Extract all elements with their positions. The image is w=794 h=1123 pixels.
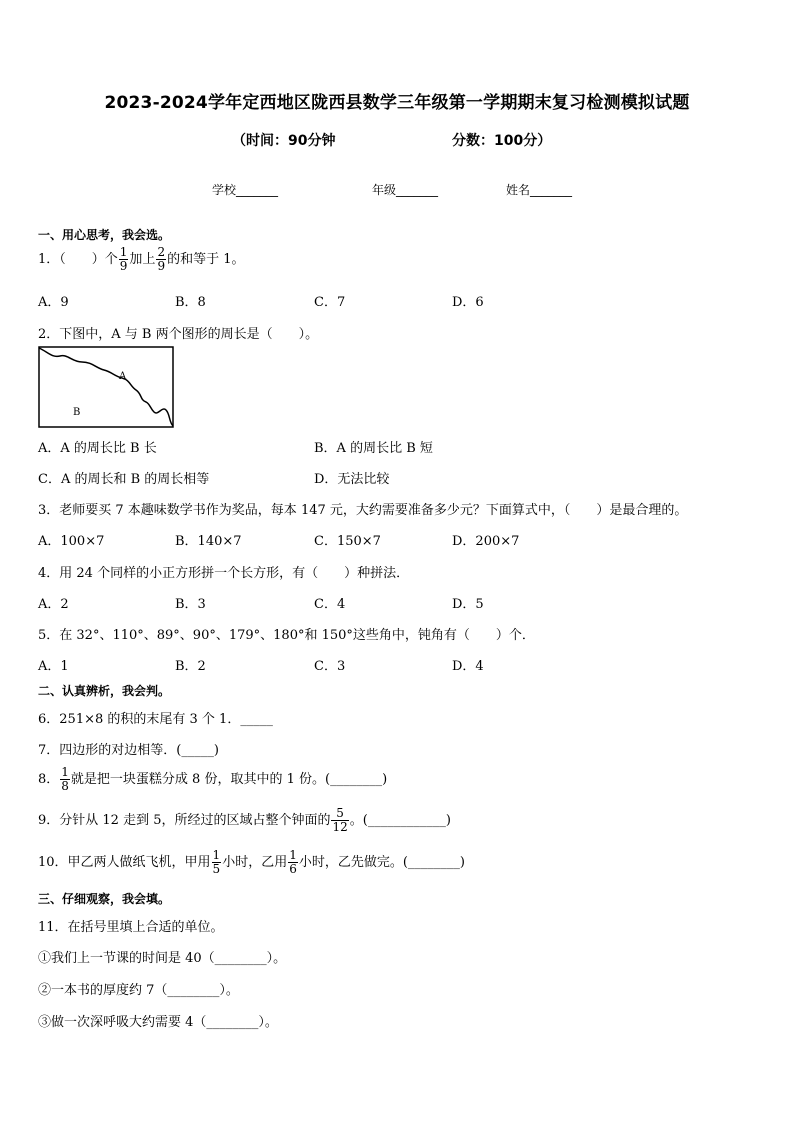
- fill-item-1[interactable]: ①我们上一节课的时间是 40（________）。: [38, 951, 287, 966]
- section-heading: 一、用心思考，我会选。: [38, 228, 171, 242]
- fraction: $\frac{1}{8}$: [61, 765, 69, 793]
- option-a[interactable]: A．9: [38, 295, 69, 310]
- page-title: 2023-2024学年定西地区陇西县数学三年级第一学期期末复习检测模拟试题: [104, 93, 690, 113]
- option-d[interactable]: D．200×7: [452, 534, 520, 549]
- option-b[interactable]: B．140×7: [175, 534, 242, 549]
- perimeter-figure: [38, 346, 174, 428]
- option-a[interactable]: A．2: [38, 597, 69, 612]
- fraction: $\frac{2}{9}$: [157, 245, 166, 273]
- option-b[interactable]: B．3: [175, 597, 206, 612]
- option-a[interactable]: A．1: [38, 659, 69, 674]
- question-5: 5．在 32°、110°、89°、90°、179°、180°和 150°这些角中，钝角有（ ）个．: [38, 628, 535, 643]
- question-8[interactable]: 8． $\frac{1}{8}$ 就是把一块蛋糕分成 8 份，取其中的 1 份。(________): [38, 765, 388, 793]
- question-1: 1．（ ）个 $\frac{1}{9}$ 加上 $\frac{2}{9}$ 的和等于 1。: [38, 245, 245, 273]
- option-a[interactable]: A．100×7: [38, 534, 105, 549]
- school-field[interactable]: 学校_______: [212, 183, 279, 197]
- question-2: 2．下图中，A 与 B 两个图形的周长是（ ）。: [38, 327, 319, 342]
- fraction: $\frac{1}{9}$: [119, 245, 128, 273]
- option-d[interactable]: D．无法比较: [314, 472, 390, 487]
- option-d[interactable]: D．6: [452, 295, 484, 310]
- question-9[interactable]: 9．分针从 12 走到 5，所经过的区域占整个钟面的 $\frac{5}{12}$ 。(____________): [38, 806, 451, 834]
- section-heading: 三、仔细观察，我会填。: [38, 892, 171, 906]
- option-c[interactable]: C．4: [314, 597, 346, 612]
- fraction: $\frac{5}{12}$: [332, 806, 348, 834]
- option-a[interactable]: A．A 的周长比 B 长: [38, 441, 157, 456]
- exam-score: 分数：100分）: [452, 133, 552, 149]
- question-7[interactable]: 7．四边形的对边相等．(_____): [38, 743, 219, 758]
- option-b[interactable]: B．2: [175, 659, 206, 674]
- exam-time: （时间：90分钟: [232, 133, 336, 149]
- question-10[interactable]: 10．甲乙两人做纸飞机，甲用 $\frac{1}{5}$ 小时，乙用 $\frac{1}{6}$ 小时，乙先做完。(________): [38, 848, 465, 876]
- option-d[interactable]: D．4: [452, 659, 484, 674]
- label-a: A: [119, 371, 127, 382]
- option-d[interactable]: D．5: [452, 597, 484, 612]
- question-4: 4．用 24 个同样的小正方形拼一个长方形，有（ ）种拼法．: [38, 566, 410, 581]
- option-c[interactable]: C．7: [314, 295, 346, 310]
- fraction: $\frac{1}{6}$: [289, 848, 297, 876]
- option-c[interactable]: C．A 的周长和 B 的周长相等: [38, 472, 210, 487]
- question-3: 3．老师要买 7 本趣味数学书作为奖品，每本 147 元，大约需要准备多少元？下面算式中，（ ）是最合理的。: [38, 503, 688, 518]
- question-6[interactable]: 6．251×8 的积的末尾有 3 个 1．_____: [38, 712, 273, 727]
- option-b[interactable]: B．A 的周长比 B 短: [314, 441, 433, 456]
- option-c[interactable]: C．3: [314, 659, 346, 674]
- fill-item-3[interactable]: ③做一次深呼吸大约需要 4（________）。: [38, 1015, 278, 1030]
- fill-item-2[interactable]: ②一本书的厚度约 7（________）。: [38, 983, 239, 998]
- option-c[interactable]: C．150×7: [314, 534, 381, 549]
- option-b[interactable]: B．8: [175, 295, 206, 310]
- fraction: $\frac{1}{5}$: [212, 848, 221, 876]
- name-field[interactable]: 姓名_______: [506, 183, 573, 197]
- section-heading: 二、认真辨析，我会判。: [38, 684, 171, 698]
- question-11: 11．在括号里填上合适的单位。: [38, 920, 224, 935]
- grade-field[interactable]: 年级_______: [372, 183, 439, 197]
- label-b: B: [73, 407, 81, 418]
